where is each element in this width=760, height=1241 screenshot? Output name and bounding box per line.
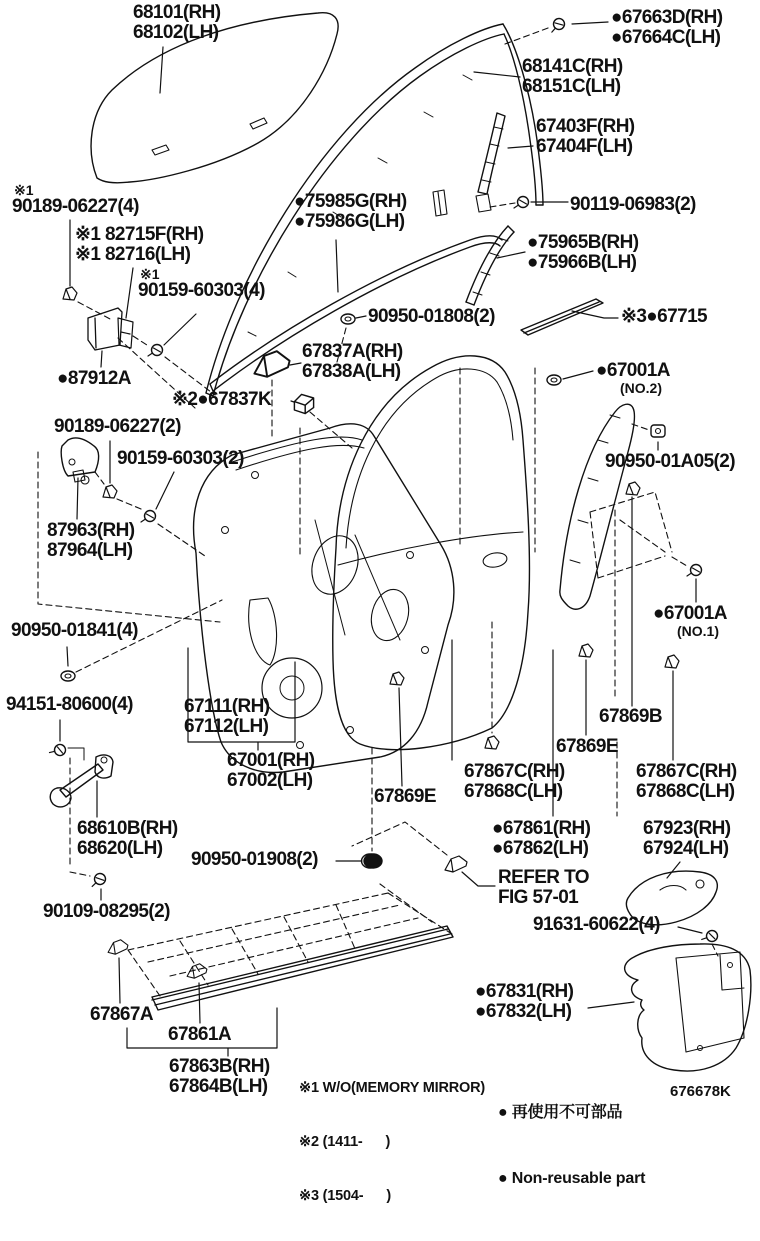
part-label-90950-01808: 90950-01808(2) — [368, 306, 495, 327]
rear-run-channel — [547, 371, 702, 700]
part-label-90109-08295: 90109-08295(2) — [43, 901, 170, 922]
part-label-87963: 87963(RH) 87964(LH) — [47, 520, 135, 561]
part-label-67111: 67111(RH) 67112(LH) — [184, 696, 270, 737]
part-label-68101: 68101(RH) 68102(LH) — [133, 2, 221, 43]
part-label-67403F: 67403F(RH) 67404F(LH) — [536, 116, 635, 157]
service-hole-cover — [588, 944, 751, 1071]
part-label-67869B: 67869B — [599, 706, 662, 727]
cowl-screw — [505, 17, 608, 44]
part-label-67001A-no1: ●67001A (NO.1) — [653, 603, 727, 639]
part-label-67001: 67001(RH) 67002(LH) — [227, 750, 315, 791]
part-label-87912A: ●87912A — [57, 368, 131, 389]
part-label-90950-01A05: 90950-01A05(2) — [605, 451, 735, 472]
part-label-90950-01908: 90950-01908(2) — [191, 849, 318, 870]
part-label-90119-06983: 90119-06983(2) — [570, 194, 696, 215]
legend-en: ● Non-reusable part — [498, 1170, 646, 1187]
part-label-67663D: ●67663D(RH) ●67664C(LH) — [611, 7, 723, 48]
part-label-68610B: 68610B(RH) 68620(LH) — [77, 818, 178, 859]
armrest-retainer — [626, 862, 718, 956]
part-label-90189-06227-2: 90189-06227(2) — [54, 416, 181, 437]
refer-clip — [352, 822, 495, 922]
part-label-67869E-a: 67869E — [556, 736, 618, 757]
grommet-01808 — [341, 314, 366, 324]
part-label-67001A-no2: ●67001A (NO.2) — [596, 360, 670, 396]
part-label-90950-01841: 90950-01841(4) — [11, 620, 138, 641]
part-label-90159-60303-2: 90159-60303(2) — [117, 448, 244, 469]
refer-note: REFER TO FIG 57-01 — [498, 867, 589, 908]
part-label-68141C: 68141C(RH) 68151C(LH) — [522, 56, 623, 97]
footnote-2: ※2 (1411- ) — [299, 1134, 391, 1150]
part-label-75985G: ●75985G(RH) ●75986G(LH) — [294, 191, 407, 232]
part-label-82715F: ※1 82715F(RH) ※1 82716(LH) — [75, 224, 204, 265]
grommet-01908 — [336, 748, 382, 868]
footnote-1: ※1 W/O(MEMORY MIRROR) — [299, 1080, 485, 1096]
footnote-3: ※3 (1504- ) — [299, 1188, 391, 1204]
part-label-67867C-a: 67867C(RH) 67868C(LH) — [464, 761, 565, 802]
footnotes — [299, 1043, 485, 1241]
part-label-67861A: 67861A — [168, 1024, 231, 1045]
part-label-67867C-b: 67867C(RH) 67868C(LH) — [636, 761, 737, 802]
part-label-67831: ●67831(RH) ●67832(LH) — [475, 981, 574, 1022]
non-reusable-legend — [498, 1058, 645, 1234]
part-label-91631-60622: 91631-60622(4) — [533, 914, 660, 935]
part-label-67861: ●67861(RH) ●67862(LH) — [492, 818, 591, 859]
part-label-67837K: ※2●67837K — [172, 389, 272, 410]
part-label-94151-80600: 94151-80600(4) — [6, 694, 133, 715]
door-shell — [300, 356, 535, 750]
part-label-67867A: 67867A — [90, 1004, 153, 1025]
figure-code: 676678K — [670, 1083, 731, 1100]
part-label-90159-60303-4: ※1 90159-60303(4) — [138, 266, 265, 301]
part-label-67863B: 67863B(RH) 67864B(LH) — [169, 1056, 270, 1097]
part-label-75965B: ●75965B(RH) ●75966B(LH) — [527, 232, 639, 273]
part-label-67923: 67923(RH) 67924(LH) — [643, 818, 731, 859]
part-label-67869E-b: 67869E — [374, 786, 436, 807]
legend-jp: ● 再使用不可部品 — [498, 1104, 623, 1121]
part-label-67837A: 67837A(RH) 67838A(LH) — [302, 341, 403, 382]
part-label-90189-06227-4: ※1 90189-06227(4) — [12, 182, 139, 217]
part-label-67715: ※3●67715 — [621, 306, 707, 327]
